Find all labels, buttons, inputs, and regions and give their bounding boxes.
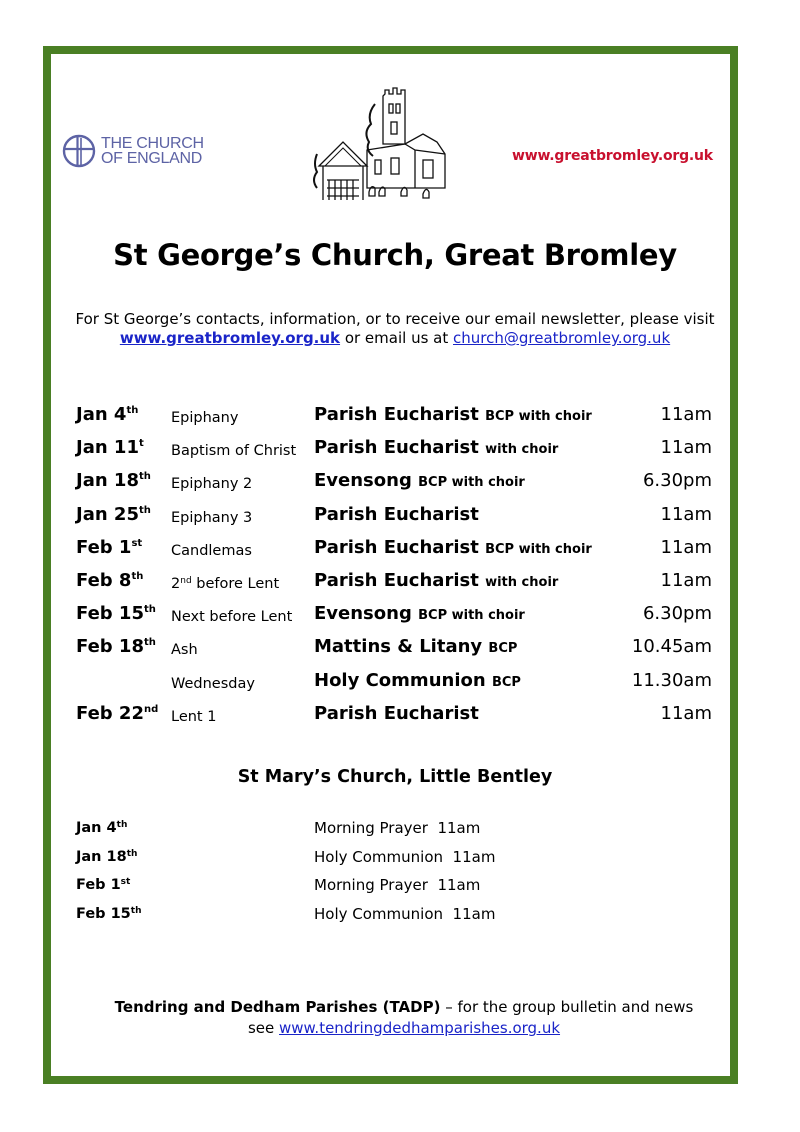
service-name [314, 500, 479, 532]
service-name: Holy Communion 11am [314, 847, 496, 866]
schedule-row [76, 817, 576, 846]
occasion: Epiphany 2 [171, 476, 253, 493]
service-date [76, 466, 151, 499]
date-suffix: t [138, 438, 144, 450]
st-george-schedule [76, 400, 716, 732]
service-time: 11am [660, 404, 712, 425]
service-date [76, 566, 143, 599]
cross-circle-icon [62, 134, 96, 168]
schedule-row [76, 599, 716, 632]
date-text: Feb 22 [76, 702, 144, 724]
date-text: Jan 4 [76, 820, 117, 836]
service-date [76, 599, 156, 632]
schedule-row [76, 846, 576, 875]
st-mary-heading: St Mary’s Church, Little Bentley [237, 767, 553, 787]
date-suffix: th [138, 471, 151, 483]
footer-line-1 [70, 997, 738, 1018]
service-time: 11.30am [631, 669, 712, 691]
occasion-rest: before Lent [191, 575, 280, 592]
footer-note [70, 997, 738, 1039]
service-title: Parish Eucharist [314, 503, 479, 525]
service-name [314, 632, 517, 664]
schedule-row [76, 632, 716, 665]
church-of-england-logo [62, 134, 204, 168]
intro-text-middle: or email us at [340, 329, 453, 347]
occasion: Wednesday [171, 675, 255, 692]
occasion [171, 568, 279, 602]
service-title: Parish Eucharist [314, 569, 479, 591]
schedule-row [76, 903, 576, 932]
st-mary-schedule [76, 817, 576, 931]
service-note: BCP with choir [418, 608, 525, 624]
service-note: BCP with choir [485, 409, 592, 424]
date-text: Jan 25 [76, 503, 139, 525]
occasion-suffix: nd [180, 575, 192, 586]
date-text: Feb 1 [76, 877, 121, 893]
occasion: Epiphany 3 [171, 509, 253, 526]
service-date [76, 500, 151, 533]
service-title: Evensong [314, 603, 412, 625]
service-date [76, 817, 127, 841]
schedule-row [76, 500, 716, 533]
occasion: Candlemas [171, 542, 252, 559]
schedule-row [76, 400, 716, 433]
date-suffix: th [131, 570, 144, 582]
page-title: St George’s Church, Great Bromley [113, 238, 677, 272]
service-name [314, 666, 521, 698]
date-suffix: th [130, 905, 142, 916]
church-illustration [305, 84, 450, 206]
service-title: Parish Eucharist [314, 702, 479, 724]
intro-text: For St George’s contacts, information, or to receive our email newsletter, please visit [75, 310, 715, 328]
service-date [76, 903, 141, 927]
service-note: BCP with choir [485, 541, 592, 557]
schedule-row [76, 433, 716, 466]
date-text: Jan 18 [76, 470, 139, 492]
schedule-row [76, 466, 716, 499]
occasion: Lent 1 [171, 708, 217, 725]
occasion: Epiphany [171, 410, 239, 426]
service-time: 11am [660, 569, 712, 591]
service-name [314, 699, 479, 731]
occasion: Next before Lent [171, 609, 293, 626]
logo-line-2: OF ENGLAND [101, 150, 203, 167]
footer-line-2 [70, 1018, 738, 1039]
service-date [76, 846, 137, 870]
service-note: BCP with choir [418, 475, 525, 491]
website-link[interactable]: www.greatbromley.org.uk [119, 329, 341, 347]
schedule-row [76, 874, 576, 903]
occasion-number: 2 [171, 575, 181, 592]
service-name [314, 566, 558, 598]
service-title: Mattins & Litany [314, 636, 483, 658]
date-suffix: th [126, 405, 139, 416]
date-suffix: nd [143, 703, 159, 715]
service-title: Parish Eucharist [314, 536, 479, 558]
service-name: Morning Prayer 11am [314, 876, 481, 894]
service-time: 6.30pm [642, 470, 712, 492]
tadp-website-link[interactable]: www.tendringdedhamparishes.org.uk [279, 1019, 561, 1037]
date-suffix: st [131, 537, 143, 549]
date-text: Jan 11 [76, 437, 139, 459]
service-title: Parish Eucharist [314, 404, 479, 425]
service-note: BCP [491, 674, 521, 690]
website-link-header[interactable]: www.greatbromley.org.uk [512, 148, 713, 164]
logo-line-1: THE CHURCH [101, 135, 204, 152]
service-date [76, 400, 138, 433]
date-text: Feb 8 [76, 569, 132, 591]
email-link[interactable]: church@greatbromley.org.uk [453, 329, 671, 347]
service-title: Holy Communion [314, 669, 486, 691]
service-name [314, 599, 525, 631]
service-name [314, 400, 592, 432]
date-text: Jan 4 [76, 404, 127, 425]
intro-paragraph [70, 310, 720, 348]
date-text: Feb 18 [76, 636, 144, 658]
schedule-row [76, 666, 716, 699]
date-suffix: th [143, 637, 156, 649]
service-time: 11am [660, 536, 712, 558]
date-text: Feb 1 [76, 536, 132, 558]
date-suffix: th [126, 848, 138, 859]
service-note: with choir [485, 574, 559, 590]
service-name [314, 433, 558, 465]
occasion: Baptism of Christ [171, 443, 297, 460]
service-time: 11am [660, 437, 712, 459]
service-date [76, 632, 156, 665]
service-date [76, 533, 142, 566]
service-time: 6.30pm [642, 603, 712, 625]
footer-text: – for the group bulletin and news [440, 998, 694, 1016]
service-title: Parish Eucharist [314, 437, 479, 459]
date-suffix: st [120, 877, 131, 887]
service-name [314, 466, 525, 498]
service-note: BCP [488, 641, 518, 657]
service-name [314, 533, 592, 565]
service-date [76, 433, 144, 466]
service-title: Evensong [314, 470, 412, 492]
service-time: 10.45am [631, 636, 712, 658]
service-note: with choir [485, 442, 559, 458]
schedule-row [76, 533, 716, 566]
service-date [76, 874, 130, 898]
schedule-row [76, 699, 716, 732]
see-text: see [247, 1019, 279, 1037]
date-text: Feb 15 [76, 905, 131, 922]
service-name: Holy Communion 11am [314, 904, 496, 923]
schedule-row [76, 566, 716, 599]
date-text: Jan 18 [76, 848, 127, 865]
date-suffix: th [116, 820, 128, 830]
service-name: Morning Prayer 11am [314, 819, 481, 837]
date-suffix: th [143, 604, 156, 616]
date-suffix: th [138, 504, 151, 516]
date-text: Feb 15 [76, 603, 144, 625]
tadp-name: Tendring and Dedham Parishes (TADP) [114, 998, 441, 1016]
service-time: 11am [660, 702, 712, 724]
occasion: Ash [171, 642, 198, 659]
service-date [76, 699, 158, 732]
service-time: 11am [660, 503, 712, 525]
